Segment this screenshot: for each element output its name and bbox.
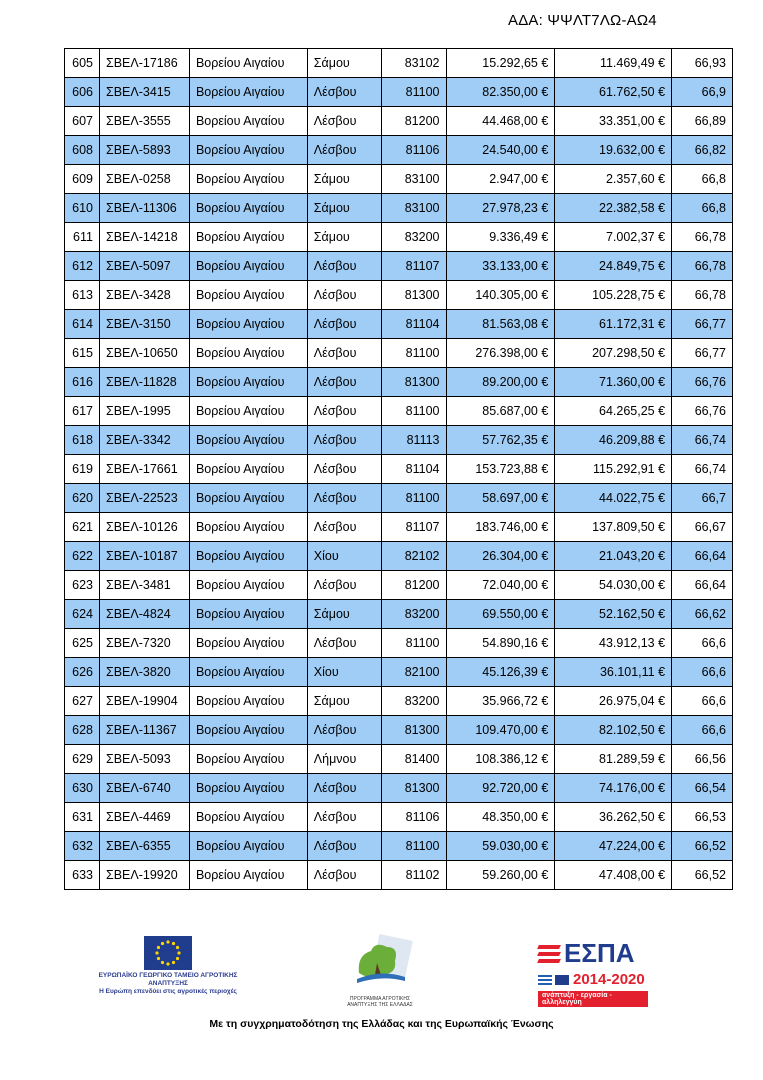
table-row [65, 803, 733, 832]
cell-prefecture: Λέσβου [307, 455, 381, 484]
espa-mark-icon [538, 942, 560, 966]
cell-prefecture: Λέσβου [307, 861, 381, 890]
rural-development-logo-icon [345, 933, 415, 991]
cell-postal-code: 81106 [381, 803, 446, 832]
cell-row-number: 625 [65, 629, 100, 658]
cell-total-amount: 92.720,00 € [446, 774, 555, 803]
cell-total-amount: 59.030,00 € [446, 832, 555, 861]
cell-prefecture: Λέσβου [307, 484, 381, 513]
cell-region: Βορείου Αιγαίου [189, 281, 307, 310]
cell-row-number: 612 [65, 252, 100, 281]
cell-postal-code: 81104 [381, 310, 446, 339]
cell-postal-code: 83102 [381, 49, 446, 78]
cell-row-number: 605 [65, 49, 100, 78]
cell-row-number: 615 [65, 339, 100, 368]
cell-application-code: ΣΒΕΛ-17661 [99, 455, 189, 484]
cell-prefecture: Σάμου [307, 223, 381, 252]
cell-score: 66,8 [672, 194, 733, 223]
cell-region: Βορείου Αιγαίου [189, 49, 307, 78]
cell-region: Βορείου Αιγαίου [189, 774, 307, 803]
cell-prefecture: Χίου [307, 542, 381, 571]
table-row [65, 78, 733, 107]
espa-logo [538, 938, 648, 1009]
cell-total-amount: 82.350,00 € [446, 78, 555, 107]
cell-subsidy-amount: 81.289,59 € [555, 745, 672, 774]
cell-score: 66,6 [672, 629, 733, 658]
table-row [65, 513, 733, 542]
cell-subsidy-amount: 7.002,37 € [555, 223, 672, 252]
cell-application-code: ΣΒΕΛ-10187 [99, 542, 189, 571]
cell-score: 66,6 [672, 658, 733, 687]
cell-application-code: ΣΒΕΛ-5893 [99, 136, 189, 165]
cell-application-code: ΣΒΕΛ-11306 [99, 194, 189, 223]
cell-postal-code: 81104 [381, 455, 446, 484]
cell-row-number: 607 [65, 107, 100, 136]
cell-score: 66,8 [672, 165, 733, 194]
cell-total-amount: 44.468,00 € [446, 107, 555, 136]
eu-star-icon [177, 951, 180, 954]
cell-region: Βορείου Αιγαίου [189, 832, 307, 861]
cell-region: Βορείου Αιγαίου [189, 629, 307, 658]
beneficiaries-table [64, 48, 733, 890]
cell-postal-code: 81200 [381, 571, 446, 600]
table-row [65, 600, 733, 629]
cell-application-code: ΣΒΕΛ-19920 [99, 861, 189, 890]
cell-score: 66,64 [672, 571, 733, 600]
cell-score: 66,74 [672, 426, 733, 455]
ada-identifier: ΑΔΑ: ΨΨΛΤ7ΛΩ-ΑΩ4 [508, 12, 657, 29]
cell-postal-code: 81300 [381, 774, 446, 803]
eu-star-icon [166, 940, 169, 943]
espa-title-row [538, 938, 648, 969]
cell-row-number: 629 [65, 745, 100, 774]
cell-region: Βορείου Αιγαίου [189, 310, 307, 339]
cell-postal-code: 81107 [381, 252, 446, 281]
cell-subsidy-amount: 11.469,49 € [555, 49, 672, 78]
table-row [65, 716, 733, 745]
table-body [65, 49, 733, 890]
cell-prefecture: Σάμου [307, 600, 381, 629]
cell-row-number: 614 [65, 310, 100, 339]
table-row [65, 397, 733, 426]
cell-total-amount: 45.126,39 € [446, 658, 555, 687]
cell-postal-code: 81100 [381, 832, 446, 861]
cell-row-number: 616 [65, 368, 100, 397]
cell-subsidy-amount: 22.382,58 € [555, 194, 672, 223]
eu-logo-caption-line1: ΕΥΡΩΠΑΪΚΟ ΓΕΩΡΓΙΚΟ ΤΑΜΕΙΟ ΑΓΡΟΤΙΚΗΣ ΑΝΑΠΤΥΞΗΣ [98, 972, 238, 987]
cell-prefecture: Λέσβου [307, 832, 381, 861]
eu-star-icon [161, 961, 164, 964]
cell-application-code: ΣΒΕΛ-6740 [99, 774, 189, 803]
table-row [65, 165, 733, 194]
cell-prefecture: Λέσβου [307, 513, 381, 542]
cell-subsidy-amount: 64.265,25 € [555, 397, 672, 426]
cell-row-number: 622 [65, 542, 100, 571]
cell-postal-code: 81100 [381, 484, 446, 513]
cell-application-code: ΣΒΕΛ-3342 [99, 426, 189, 455]
cell-region: Βορείου Αιγαίου [189, 803, 307, 832]
eu-flag-icon [144, 936, 192, 970]
cell-application-code: ΣΒΕΛ-5097 [99, 252, 189, 281]
cell-prefecture: Λέσβου [307, 774, 381, 803]
cell-prefecture: Λέσβου [307, 310, 381, 339]
cell-score: 66,74 [672, 455, 733, 484]
cell-postal-code: 81400 [381, 745, 446, 774]
cell-row-number: 621 [65, 513, 100, 542]
cell-subsidy-amount: 26.975,04 € [555, 687, 672, 716]
table-row [65, 426, 733, 455]
cell-region: Βορείου Αιγαίου [189, 542, 307, 571]
cell-row-number: 617 [65, 397, 100, 426]
cell-application-code: ΣΒΕΛ-0258 [99, 165, 189, 194]
pad-logo-caption: ΠΡΟΓΡΑΜΜΑ ΑΓΡΟΤΙΚΗΣ ΑΝΑΠΤΥΞΗΣ ΤΗΣ ΕΛΛΑΔΑΣ [347, 996, 413, 1008]
cell-prefecture: Λέσβου [307, 252, 381, 281]
eu-star-icon [155, 951, 158, 954]
eu-star-icon [157, 946, 160, 949]
cell-region: Βορείου Αιγαίου [189, 252, 307, 281]
table-row [65, 223, 733, 252]
cell-row-number: 606 [65, 78, 100, 107]
cell-row-number: 628 [65, 716, 100, 745]
cell-total-amount: 59.260,00 € [446, 861, 555, 890]
table-row [65, 774, 733, 803]
cell-postal-code: 83100 [381, 194, 446, 223]
cell-prefecture: Λέσβου [307, 571, 381, 600]
cell-row-number: 609 [65, 165, 100, 194]
cell-total-amount: 276.398,00 € [446, 339, 555, 368]
cell-prefecture: Σάμου [307, 49, 381, 78]
cell-score: 66,76 [672, 397, 733, 426]
cell-score: 66,56 [672, 745, 733, 774]
cell-application-code: ΣΒΕΛ-4469 [99, 803, 189, 832]
cell-score: 66,64 [672, 542, 733, 571]
table-row [65, 745, 733, 774]
cell-total-amount: 69.550,00 € [446, 600, 555, 629]
cell-subsidy-amount: 54.030,00 € [555, 571, 672, 600]
cell-application-code: ΣΒΕΛ-3555 [99, 107, 189, 136]
cell-application-code: ΣΒΕΛ-4824 [99, 600, 189, 629]
cell-subsidy-amount: 47.408,00 € [555, 861, 672, 890]
cell-region: Βορείου Αιγαίου [189, 223, 307, 252]
cell-postal-code: 81102 [381, 861, 446, 890]
cell-score: 66,7 [672, 484, 733, 513]
cell-subsidy-amount: 74.176,00 € [555, 774, 672, 803]
table-row [65, 687, 733, 716]
table-row [65, 136, 733, 165]
cell-total-amount: 9.336,49 € [446, 223, 555, 252]
cell-score: 66,93 [672, 49, 733, 78]
cell-application-code: ΣΒΕΛ-3820 [99, 658, 189, 687]
cell-region: Βορείου Αιγαίου [189, 861, 307, 890]
cell-row-number: 627 [65, 687, 100, 716]
rural-development-program-logo [345, 933, 415, 1008]
cell-region: Βορείου Αιγαίου [189, 78, 307, 107]
cell-score: 66,6 [672, 716, 733, 745]
cell-postal-code: 82102 [381, 542, 446, 571]
cell-postal-code: 81113 [381, 426, 446, 455]
cell-postal-code: 82100 [381, 658, 446, 687]
cell-row-number: 633 [65, 861, 100, 890]
cell-row-number: 611 [65, 223, 100, 252]
cell-subsidy-amount: 2.357,60 € [555, 165, 672, 194]
cell-application-code: ΣΒΕΛ-3481 [99, 571, 189, 600]
cell-subsidy-amount: 36.101,11 € [555, 658, 672, 687]
cell-row-number: 608 [65, 136, 100, 165]
cell-region: Βορείου Αιγαίου [189, 107, 307, 136]
eu-flag-mini-icon [555, 975, 569, 985]
cell-region: Βορείου Αιγαίου [189, 687, 307, 716]
cell-subsidy-amount: 61.762,50 € [555, 78, 672, 107]
cell-region: Βορείου Αιγαίου [189, 339, 307, 368]
cell-total-amount: 35.966,72 € [446, 687, 555, 716]
cell-application-code: ΣΒΕΛ-11367 [99, 716, 189, 745]
eu-star-icon [172, 961, 175, 964]
cell-row-number: 626 [65, 658, 100, 687]
table-row [65, 107, 733, 136]
table-row [65, 339, 733, 368]
cell-score: 66,76 [672, 368, 733, 397]
cell-subsidy-amount: 46.209,88 € [555, 426, 672, 455]
eu-star-icon [157, 957, 160, 960]
cell-total-amount: 48.350,00 € [446, 803, 555, 832]
table-row [65, 629, 733, 658]
eu-agricultural-fund-logo [98, 936, 238, 996]
cell-total-amount: 24.540,00 € [446, 136, 555, 165]
eu-star-icon [161, 942, 164, 945]
cell-score: 66,77 [672, 310, 733, 339]
cell-subsidy-amount: 52.162,50 € [555, 600, 672, 629]
cell-total-amount: 108.386,12 € [446, 745, 555, 774]
cell-row-number: 620 [65, 484, 100, 513]
cell-prefecture: Λέσβου [307, 629, 381, 658]
cell-postal-code: 83100 [381, 165, 446, 194]
cell-score: 66,52 [672, 832, 733, 861]
cell-total-amount: 15.292,65 € [446, 49, 555, 78]
cell-region: Βορείου Αιγαίου [189, 165, 307, 194]
cell-total-amount: 183.746,00 € [446, 513, 555, 542]
cell-region: Βορείου Αιγαίου [189, 368, 307, 397]
cell-prefecture: Λέσβου [307, 368, 381, 397]
cell-total-amount: 2.947,00 € [446, 165, 555, 194]
cell-total-amount: 85.687,00 € [446, 397, 555, 426]
cell-total-amount: 72.040,00 € [446, 571, 555, 600]
table-row [65, 455, 733, 484]
cell-application-code: ΣΒΕΛ-19904 [99, 687, 189, 716]
cell-row-number: 631 [65, 803, 100, 832]
cell-score: 66,52 [672, 861, 733, 890]
cell-score: 66,6 [672, 687, 733, 716]
cell-subsidy-amount: 61.172,31 € [555, 310, 672, 339]
cell-application-code: ΣΒΕΛ-3150 [99, 310, 189, 339]
cell-region: Βορείου Αιγαίου [189, 600, 307, 629]
cell-row-number: 610 [65, 194, 100, 223]
cell-total-amount: 58.697,00 € [446, 484, 555, 513]
eu-star-icon [166, 962, 169, 965]
cell-subsidy-amount: 105.228,75 € [555, 281, 672, 310]
cell-score: 66,77 [672, 339, 733, 368]
table-row [65, 542, 733, 571]
cell-row-number: 618 [65, 426, 100, 455]
cell-total-amount: 89.200,00 € [446, 368, 555, 397]
cell-subsidy-amount: 115.292,91 € [555, 455, 672, 484]
cell-application-code: ΣΒΕΛ-1995 [99, 397, 189, 426]
cell-postal-code: 81100 [381, 629, 446, 658]
cell-application-code: ΣΒΕΛ-10126 [99, 513, 189, 542]
cell-postal-code: 81100 [381, 78, 446, 107]
cell-subsidy-amount: 71.360,00 € [555, 368, 672, 397]
cell-application-code: ΣΒΕΛ-5093 [99, 745, 189, 774]
eu-logo-caption [98, 972, 238, 996]
cell-prefecture: Λέσβου [307, 803, 381, 832]
cell-total-amount: 109.470,00 € [446, 716, 555, 745]
cell-subsidy-amount: 44.022,75 € [555, 484, 672, 513]
table-row [65, 252, 733, 281]
cell-score: 66,67 [672, 513, 733, 542]
cell-region: Βορείου Αιγαίου [189, 513, 307, 542]
cell-score: 66,54 [672, 774, 733, 803]
cell-prefecture: Σάμου [307, 165, 381, 194]
espa-years: 2014-2020 [573, 971, 645, 988]
cell-subsidy-amount: 24.849,75 € [555, 252, 672, 281]
cell-score: 66,53 [672, 803, 733, 832]
cell-region: Βορείου Αιγαίου [189, 716, 307, 745]
eu-star-icon [172, 942, 175, 945]
cell-row-number: 624 [65, 600, 100, 629]
cell-application-code: ΣΒΕΛ-14218 [99, 223, 189, 252]
cell-prefecture: Σάμου [307, 194, 381, 223]
cell-total-amount: 33.133,00 € [446, 252, 555, 281]
cell-subsidy-amount: 33.351,00 € [555, 107, 672, 136]
table-row [65, 281, 733, 310]
cell-total-amount: 27.978,23 € [446, 194, 555, 223]
cell-row-number: 630 [65, 774, 100, 803]
cell-subsidy-amount: 47.224,00 € [555, 832, 672, 861]
table-row [65, 368, 733, 397]
cell-prefecture: Λέσβου [307, 397, 381, 426]
cell-subsidy-amount: 19.632,00 € [555, 136, 672, 165]
cell-subsidy-amount: 137.809,50 € [555, 513, 672, 542]
table-row [65, 571, 733, 600]
cell-region: Βορείου Αιγαίου [189, 397, 307, 426]
table-row [65, 49, 733, 78]
espa-title: ΕΣΠΑ [564, 938, 635, 968]
cell-prefecture: Λέσβου [307, 107, 381, 136]
cell-score: 66,78 [672, 223, 733, 252]
cell-subsidy-amount: 36.262,50 € [555, 803, 672, 832]
cell-postal-code: 81300 [381, 281, 446, 310]
table-row [65, 194, 733, 223]
cell-postal-code: 81100 [381, 397, 446, 426]
eu-logo-caption-line2: Η Ευρώπη επενδύει στις αγροτικές περιοχές [99, 988, 237, 995]
cell-region: Βορείου Αιγαίου [189, 484, 307, 513]
cell-prefecture: Λέσβου [307, 281, 381, 310]
cell-total-amount: 140.305,00 € [446, 281, 555, 310]
cell-postal-code: 81300 [381, 716, 446, 745]
cell-application-code: ΣΒΕΛ-10650 [99, 339, 189, 368]
cell-score: 66,82 [672, 136, 733, 165]
cell-total-amount: 81.563,08 € [446, 310, 555, 339]
cell-prefecture: Λέσβου [307, 136, 381, 165]
espa-slogan: ανάπτυξη - εργασία - αλληλεγγύη [538, 991, 648, 1007]
cell-application-code: ΣΒΕΛ-11828 [99, 368, 189, 397]
cell-postal-code: 83200 [381, 223, 446, 252]
cell-subsidy-amount: 207.298,50 € [555, 339, 672, 368]
cell-prefecture: Λέσβου [307, 716, 381, 745]
cofunding-text: Με τη συγχρηματοδότηση της Ελλάδας και της Ευρωπαϊκής Ένωσης [209, 1018, 554, 1030]
cell-region: Βορείου Αιγαίου [189, 571, 307, 600]
cell-postal-code: 83200 [381, 600, 446, 629]
cell-row-number: 623 [65, 571, 100, 600]
cell-prefecture: Λέσβου [307, 426, 381, 455]
cell-region: Βορείου Αιγαίου [189, 745, 307, 774]
eu-star-icon [176, 946, 179, 949]
greek-flag-icon [538, 975, 552, 985]
table-row [65, 832, 733, 861]
cell-region: Βορείου Αιγαίου [189, 426, 307, 455]
cell-postal-code: 81100 [381, 339, 446, 368]
espa-years-row [538, 971, 648, 988]
cell-application-code: ΣΒΕΛ-6355 [99, 832, 189, 861]
cell-region: Βορείου Αιγαίου [189, 194, 307, 223]
cell-score: 66,78 [672, 252, 733, 281]
table-row [65, 861, 733, 890]
cell-postal-code: 81107 [381, 513, 446, 542]
cell-prefecture: Λήμνου [307, 745, 381, 774]
cell-application-code: ΣΒΕΛ-7320 [99, 629, 189, 658]
cell-subsidy-amount: 21.043,20 € [555, 542, 672, 571]
cell-subsidy-amount: 82.102,50 € [555, 716, 672, 745]
eu-star-icon [176, 957, 179, 960]
cell-total-amount: 26.304,00 € [446, 542, 555, 571]
cell-row-number: 619 [65, 455, 100, 484]
cell-prefecture: Λέσβου [307, 339, 381, 368]
cell-score: 66,78 [672, 281, 733, 310]
cell-postal-code: 81106 [381, 136, 446, 165]
cell-row-number: 632 [65, 832, 100, 861]
cell-postal-code: 81300 [381, 368, 446, 397]
cell-application-code: ΣΒΕΛ-22523 [99, 484, 189, 513]
cell-application-code: ΣΒΕΛ-3428 [99, 281, 189, 310]
cell-region: Βορείου Αιγαίου [189, 136, 307, 165]
cell-score: 66,89 [672, 107, 733, 136]
cell-subsidy-amount: 43.912,13 € [555, 629, 672, 658]
cell-row-number: 613 [65, 281, 100, 310]
cell-score: 66,9 [672, 78, 733, 107]
cell-total-amount: 57.762,35 € [446, 426, 555, 455]
cell-prefecture: Λέσβου [307, 78, 381, 107]
cell-prefecture: Χίου [307, 658, 381, 687]
cell-application-code: ΣΒΕΛ-17186 [99, 49, 189, 78]
cell-region: Βορείου Αιγαίου [189, 658, 307, 687]
table-row [65, 310, 733, 339]
cell-application-code: ΣΒΕΛ-3415 [99, 78, 189, 107]
cell-postal-code: 83200 [381, 687, 446, 716]
cell-total-amount: 153.723,88 € [446, 455, 555, 484]
cell-postal-code: 81200 [381, 107, 446, 136]
cell-score: 66,62 [672, 600, 733, 629]
cell-total-amount: 54.890,16 € [446, 629, 555, 658]
table-row [65, 484, 733, 513]
table-row [65, 658, 733, 687]
cell-region: Βορείου Αιγαίου [189, 455, 307, 484]
cell-prefecture: Σάμου [307, 687, 381, 716]
